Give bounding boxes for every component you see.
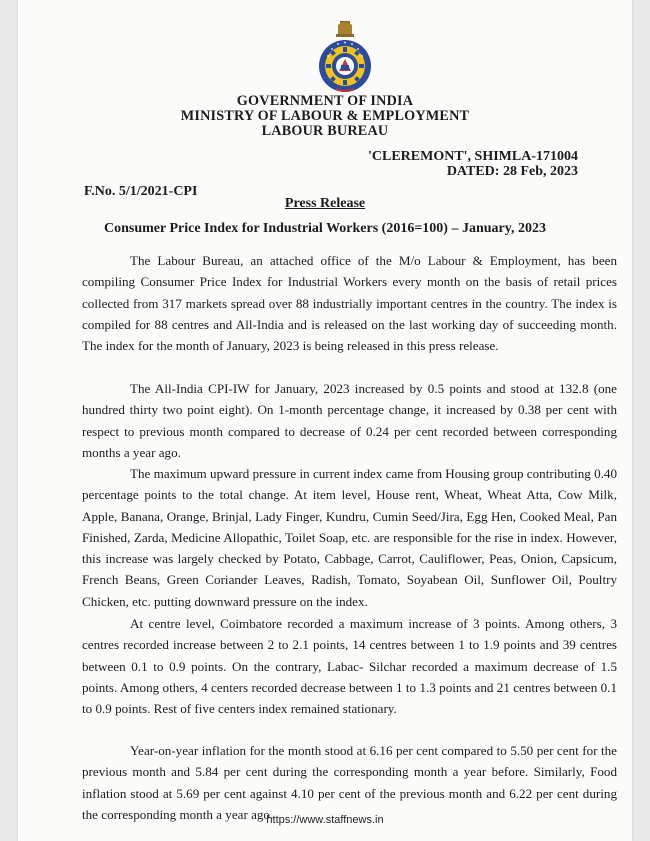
press-release-title: Press Release [284, 196, 366, 211]
document-page [18, 0, 632, 841]
office-address: 'CLEREMONT', SHIMLA-171004 [367, 149, 578, 164]
date-line: DATED: 28 Feb, 2023 [446, 164, 578, 179]
paragraph-item-pressure: The maximum upward pressure in current index came from Housing group contributing 0.40 percentage points to the total change. At item level, House rent, Wheat, Wheat Atta, Cow Milk, Apple, Banana, Orange, Brinjal, Lady Finger, Kundru, Cumin Seed/Jira, Egg Hen, Cooked Meal, Pan Finished, Zarda, Medicine Allopathic, Toilet Soap, etc. are responsible for the rise in index. However, this increase was largely checked by Potato, Cabbage, Carrot, Cauliflower, Peas, Onion, Capsicum, French Beans, Green Coriander Leaves, Radish, Tomato, Soyabean Oil, Sunflower Oil, Poultry Chicken, etc. putting downward pressure on the index. [82, 466, 617, 609]
paragraph-intro: The Labour Bureau, an attached office of the M/o Labour & Employment, has been compiling Consumer Price Index for Industrial Workers every month on the basis of retail prices collected from 317 markets spread over 88 industrially important centres in the country. The index is compiled for 88 centres and All-India and is released on the last working day of succeeding month. The index for the month of January, 2023 is being released in this press release. [82, 253, 617, 354]
header-labour-bureau: LABOUR BUREAU [261, 123, 389, 139]
header-ministry: MINISTRY OF LABOUR & EMPLOYMENT [180, 108, 470, 124]
paragraph-inflation: Year-on-year inflation for the month stood at 6.16 per cent compared to 5.50 per cent for the previous month and 5.84 per cent during the corresponding month a year before. Similarly, Food inflation stood at 5.69 per cent against 4.10 per cent of the previous month and 6.22 per cent during the corresponding month a year ago. [82, 743, 617, 822]
paragraph-centre-level: At centre level, Coimbatore recorded a maximum increase of 3 points. Among others, 3 centres recorded increase between 2 to 2.1 points, 14 centres between 1 to 1.9 points and 39 centres between 0.1 to 0.9 points. On the contrary, Labac- Silchar recorded a maximum decrease of 1.5 points. Among others, 4 centers recorded decrease between 1 to 1.3 points and 21 centres between 0.1 to 0.9 points. Rest of five centers index remained stationary. [82, 616, 617, 717]
subject-heading: Consumer Price Index for Industrial Workers (2016=100) – January, 2023 [104, 221, 546, 236]
footer-url: https://www.staffnews.in [266, 814, 384, 826]
file-number: F.No. 5/1/2021-CPI [84, 184, 198, 199]
header-government: GOVERNMENT OF INDIA [236, 93, 414, 109]
ministry-emblem-icon [314, 18, 376, 94]
paragraph-all-india-index: The All-India CPI-IW for January, 2023 increased by 0.5 points and stood at 132.8 (one hundred thirty two point eight). On 1-month percentage change, it increased by 0.38 per cent with respect to previous month compared to decrease of 0.24 per cent recorded between corresponding months a year ago. [82, 381, 617, 460]
